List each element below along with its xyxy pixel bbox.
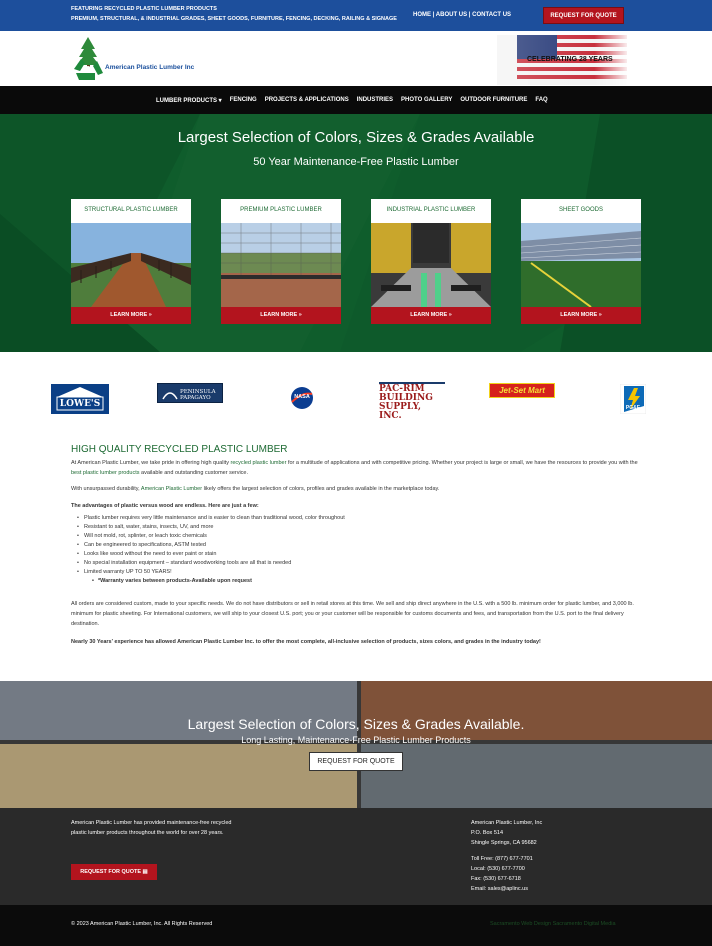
- pge-logo: PG&E: [620, 384, 646, 414]
- nav-lumber-products[interactable]: LUMBER PRODUCTS ▾: [156, 98, 222, 104]
- copyright-text: © 2023 American Plastic Lumber, Inc. All Rights Reserved: [71, 921, 213, 927]
- pac-rim-building-supply-logo: PAC-RIM BUILDING SUPPLY, INC.: [379, 382, 445, 414]
- banner-title: Largest Selection of Colors, Sizes & Grades Available.: [187, 716, 525, 732]
- product-card-structural[interactable]: [71, 199, 191, 324]
- learn-more-button[interactable]: LEARN MORE »: [521, 307, 641, 324]
- home-link[interactable]: HOME: [413, 12, 431, 18]
- advantages-list: [71, 514, 641, 586]
- site-header: [0, 31, 712, 86]
- address-line-2: Shingle Springs, CA 95682: [471, 840, 537, 846]
- product-card-industrial[interactable]: [371, 199, 491, 324]
- company-name: American Plastic Lumber, Inc: [471, 820, 543, 826]
- tagline-primary: FEATURING RECYCLED PLASTIC LUMBER PRODUCTS: [71, 6, 217, 12]
- lowes-logo: LOWE'S: [51, 384, 109, 414]
- link-separator: |: [467, 12, 473, 18]
- contact-us-link[interactable]: CONTACT US: [472, 12, 512, 18]
- celebrating-years-text: CELEBRATING 28 YEARS: [527, 56, 613, 63]
- industrial-floor-photo: [371, 223, 491, 307]
- top-bar: [0, 0, 712, 31]
- card-title: PREMIUM PLASTIC LUMBER: [240, 207, 322, 213]
- content-heading: HIGH QUALITY RECYCLED PLASTIC LUMBER: [71, 444, 288, 455]
- cta-banner: [0, 681, 712, 808]
- bottom-bar: [0, 905, 712, 946]
- logo-text: American Plastic Lumber Inc: [105, 64, 195, 71]
- credit-links[interactable]: Sacramento Web Design Sacramento Digital Media: [490, 921, 616, 927]
- email-link[interactable]: Email: sales@aplinc.us: [471, 886, 528, 892]
- nav-projects-applications[interactable]: PROJECTS & APPLICATIONS: [264, 97, 349, 103]
- hero-title: Largest Selection of Colors, Sizes & Grades Available: [177, 129, 535, 146]
- jet-set-mart-logo: Jet-Set Mart: [489, 383, 555, 398]
- best-plastic-lumber-link[interactable]: best plastic lumber products: [71, 470, 140, 476]
- request-quote-button-footer[interactable]: REQUEST FOR QUOTE ▤: [71, 864, 157, 880]
- card-title: INDUSTRIAL PLASTIC LUMBER: [386, 207, 476, 213]
- list-item: • Resistant to salt, water, stains, insects, UV, and more: [71, 523, 641, 532]
- learn-more-button[interactable]: LEARN MORE »: [221, 307, 341, 324]
- peninsula-papagayo-logo: PENINSULA PAPAGAYO: [157, 383, 223, 403]
- recycle-tree-logo-icon: [71, 35, 191, 85]
- main-navigation: [0, 86, 712, 114]
- list-item: • Can be engineered to specifications, ASTM tested: [71, 541, 641, 550]
- stadium-photo: [521, 223, 641, 307]
- experience-paragraph: Nearly 30 Years' experience has allowed American Plastic Lumber Inc. to offer the most complete, all-inclusive selection of products, sizes colors, and grades in the industry today!: [71, 639, 541, 645]
- list-item: • Looks like wood without the need to ever paint or stain: [71, 550, 641, 559]
- footer-contact: [471, 818, 542, 894]
- nav-industries[interactable]: INDUSTRIES: [356, 97, 394, 103]
- durability-paragraph: With unsurpassed durability, American Plastic Lumber likely offers the largest selection of colors, profiles and grades available in the marketplace today.: [71, 486, 440, 492]
- nav-photo-gallery[interactable]: PHOTO GALLERY: [401, 97, 453, 103]
- card-title: STRUCTURAL PLASTIC LUMBER: [84, 207, 178, 213]
- list-item: • Will not mold, rot, splinter, or leach toxic chemicals: [71, 532, 641, 541]
- request-quote-button-banner[interactable]: REQUEST FOR QUOTE: [309, 752, 403, 771]
- orders-paragraph: All orders are considered custom, made to your specific needs. We do not have distributors or sell in retail stores at this time. We sell and ship direct anywhere in the U.S. with a 500 lb. minimum order for plastic lumber, and 3,000 lb. minimum for plastic sheeting. For International customers, we will ship to your closest U.S. port; you or your customer will be responsible for customs documents and fees, and transportation from the U.S. port to the final delivery destination.: [71, 601, 634, 627]
- list-item: • No special installation equipment – standard woodworking tools are all that is needed: [71, 559, 641, 568]
- nav-outdoor-furniture[interactable]: OUTDOOR FURNITURE: [460, 97, 528, 103]
- advantages-heading: The advantages of plastic versus wood are endless. Here are just a few:: [71, 503, 259, 509]
- american-plastic-lumber-link[interactable]: American Plastic Lumber: [140, 486, 203, 492]
- site-footer: [0, 808, 712, 905]
- hero-subtitle: 50 Year Maintenance-Free Plastic Lumber: [253, 156, 459, 168]
- learn-more-button[interactable]: LEARN MORE »: [71, 307, 191, 324]
- footer-about: American Plastic Lumber has provided maintenance-free recycled plastic lumber products throughout the world for over 28 years.: [71, 820, 232, 836]
- fax-number: Fax: (530) 677-6718: [471, 876, 521, 882]
- link-separator: |: [431, 12, 436, 18]
- list-item: • Limited warranty UP TO 50 YEARS!: [71, 568, 641, 577]
- main-content: [71, 444, 641, 647]
- address-line-1: P.O. Box 514: [471, 830, 504, 836]
- learn-more-button[interactable]: LEARN MORE »: [371, 307, 491, 324]
- toll-free-phone[interactable]: Toll Free: (877) 677-7701: [471, 856, 533, 862]
- product-card-sheet-goods[interactable]: [521, 199, 641, 324]
- intro-paragraph: At American Plastic Lumber, we take pride in offering high quality recycled plastic lumber for a multitude of applications and with competitive pricing. Whether your project is large or small, we have the resources to provide you with the best plastic lumber products available and outstanding customer service.: [71, 460, 638, 476]
- list-item: • Plastic lumber requires very little maintenance and is easier to clean than traditional wood, color throughout: [71, 514, 641, 523]
- nasa-logo: NASA: [290, 386, 314, 410]
- client-logos: [0, 370, 712, 420]
- card-title: SHEET GOODS: [559, 207, 603, 213]
- warranty-note: • *Warranty varies between products-Available upon request: [71, 577, 641, 586]
- tagline-secondary: PREMIUM, STRUCTURAL, & INDUSTRIAL GRADES, SHEET GOODS, FURNITURE, FENCING, DECKING, RAILING & SIGNAGE: [71, 16, 397, 22]
- about-us-link[interactable]: ABOUT US: [435, 12, 468, 18]
- baseball-field-photo: [221, 223, 341, 307]
- bridge-photo: [71, 223, 191, 307]
- nav-faq[interactable]: FAQ: [535, 97, 548, 103]
- product-card-premium[interactable]: [221, 199, 341, 324]
- banner-subtitle: Long Lasting, Maintenance-Free Plastic Lumber Products: [241, 735, 471, 745]
- recycled-plastic-lumber-link[interactable]: recycled plastic lumber: [230, 460, 287, 466]
- top-links: [413, 12, 511, 18]
- hero-section: [0, 114, 712, 352]
- nav-fencing[interactable]: FENCING: [229, 97, 257, 103]
- request-quote-button-top[interactable]: REQUEST FOR QUOTE: [543, 7, 624, 24]
- site-logo[interactable]: [71, 35, 191, 85]
- local-phone[interactable]: Local: (530) 677-7700: [471, 866, 525, 872]
